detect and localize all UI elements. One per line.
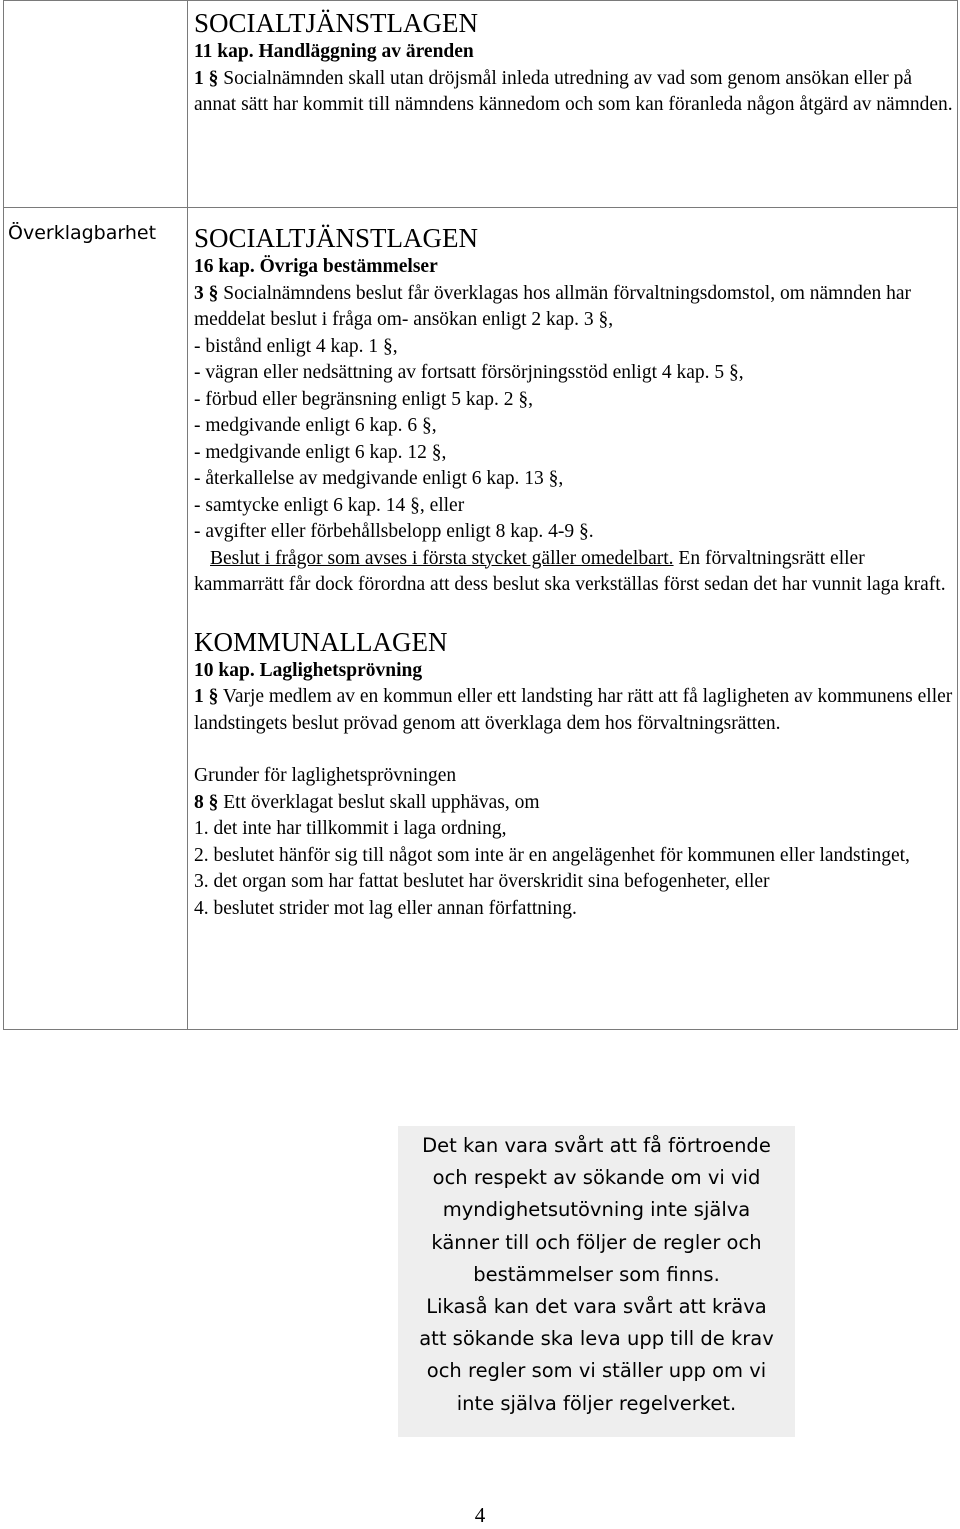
underlined-sentence: Beslut i frågor som avses i första stycket gäller omedelbart. <box>210 547 674 569</box>
law-title: SOCIALTJÄNSTLAGEN <box>194 8 479 38</box>
law-title: SOCIALTJÄNSTLAGEN <box>194 223 479 253</box>
law-table <box>3 0 958 1030</box>
list-item: - förbud eller begränsning enligt 5 kap. 2 §, <box>194 388 533 410</box>
list-item: - medgivande enligt 6 kap. 6 §, <box>194 415 437 436</box>
grounds-heading: Grunder för laglighetsprövningen <box>194 765 457 786</box>
list-item: - återkallelse av medgivande enligt 6 kap. 13 §, <box>194 468 564 489</box>
paragraph-number: 1 § <box>194 67 219 89</box>
note-line: Likaså kan det vara svårt att kräva <box>426 1295 767 1319</box>
closing-paragraph <box>194 546 957 599</box>
list-item: 3. det organ som har fattat beslutet har överskridit sina befogenheter, eller <box>194 871 770 892</box>
paragraph-text: Varje medlem av en kommun eller ett landsting har rätt att få lagligheten av kommunens eller landstingets beslut prövad genom att överklaga dem hos förvaltningsrätten. <box>194 686 953 734</box>
row-heading <box>4 1 187 15</box>
list-item: - samtycke enligt 6 kap. 14 §, eller <box>194 494 465 516</box>
page-number: 4 <box>474 1503 486 1527</box>
note-line: myndighetsutövning inte själva <box>442 1198 751 1222</box>
paragraph-number: 1 § <box>194 686 219 707</box>
table-row <box>4 1 958 208</box>
list-item: 1. det inte har tillkommit i laga ordning, <box>194 818 507 839</box>
row-heading-cell <box>4 208 188 1030</box>
row-heading-cell <box>4 1 188 208</box>
law-title: KOMMUNALLAGEN <box>194 626 448 657</box>
note-line: att sökande ska leva upp till de krav <box>419 1327 774 1351</box>
paragraph-text: Socialnämndens beslut får överklagas hos allmän förvaltningsdomstol, om nämnden har meddelat beslut i fråga om- ansökan enligt 2 kap. 3 §, <box>194 282 912 330</box>
paragraph-text: Socialnämnden skall utan dröjsmål inleda utredning av vad som genom ansökan eller på annat sätt har kommit till nämndens kännedom och som kan föranleda någon åtgärd av nämnden. <box>194 67 953 115</box>
chapter-heading: 16 kap. Övriga bestämmelser <box>194 256 438 277</box>
list-item: 4. beslutet strider mot lag eller annan författning. <box>194 897 577 919</box>
row-heading: Överklagbarhet <box>8 222 157 244</box>
list-item: - vägran eller nedsättning av fortsatt försörjningsstöd enligt 4 kap. 5 §, <box>194 362 744 383</box>
chapter-heading: 10 kap. Laglighetsprövning <box>194 659 423 681</box>
paragraph-text: Ett överklagat beslut skall upphävas, om <box>223 791 540 813</box>
note-box <box>398 1126 795 1437</box>
list-item: 2. beslutet hänför sig till något som inte är en angelägenhet för kommunen eller landstinget, <box>194 844 910 866</box>
paragraph-number: 8 § <box>194 791 219 813</box>
note-line: och regler som vi ställer upp om vi <box>426 1359 767 1383</box>
note-line: och respekt av sökande om vi vid <box>432 1166 761 1190</box>
row-content-cell <box>188 208 958 1030</box>
row-content-cell <box>188 1 958 208</box>
note-line: bestämmelser som finns. <box>473 1262 720 1286</box>
note-line: Det kan vara svårt att få förtroende <box>422 1134 771 1157</box>
closing-text: En förvaltningsrätt eller kammarrätt får dock förordna att dess beslut ska verkställas först sedan det har vunnit laga kraft. <box>194 547 946 595</box>
paragraph <box>194 790 957 817</box>
list-item: - bistånd enligt 4 kap. 1 §, <box>194 335 398 357</box>
table-row <box>4 208 958 1030</box>
list-item: - medgivande enligt 6 kap. 12 §, <box>194 441 447 463</box>
paragraph <box>194 66 957 119</box>
paragraph-number: 3 § <box>194 282 219 304</box>
chapter-heading: 11 kap. Handläggning av ärenden <box>194 41 474 62</box>
note-line: känner till och följer de regler och <box>431 1230 762 1254</box>
list-item: - avgifter eller förbehållsbelopp enligt 8 kap. 4-9 §. <box>194 521 594 542</box>
paragraph <box>194 684 957 737</box>
paragraph <box>194 281 957 334</box>
note-line: inte själva följer regelverket. <box>456 1391 737 1415</box>
